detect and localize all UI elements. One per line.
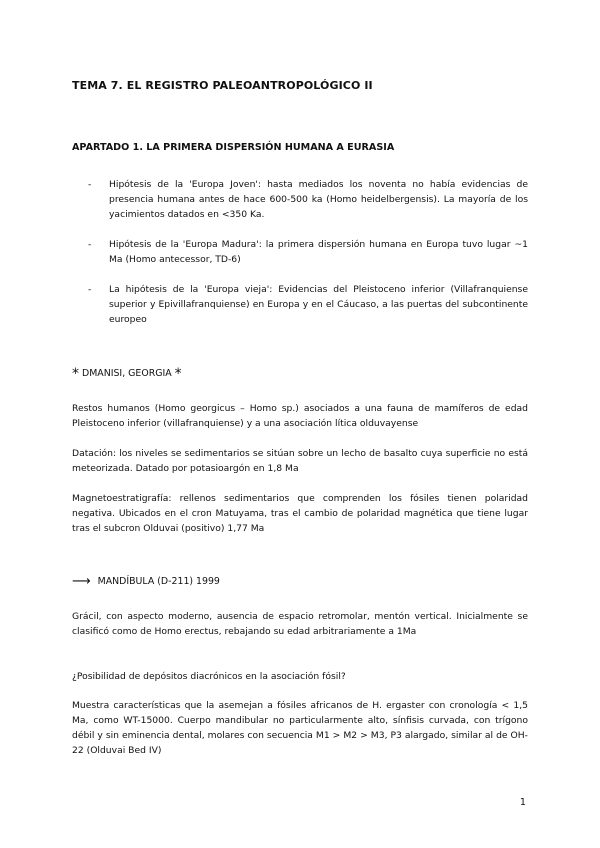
dmanisi-paragraph-dating: Datación: los niveles se sedimentarios se sitúan sobre un lecho de basalto cuya superficie no está meteorizada. Datado por potasioargón en 1,8 Ma (72, 448, 528, 474)
star-icon: * (72, 366, 79, 382)
dmanisi-paragraph-remains: Restos humanos (Homo georgicus – Homo sp.) asociados a una fauna de mamíferos de edad Pleistoceno inferior (villafranquiense) y a una asociación lítica olduvayense (72, 403, 528, 429)
list-item (88, 177, 528, 222)
section-heading: APARTADO 1. LA PRIMERA DISPERSIÓN HUMANA A EURASIA (72, 142, 395, 153)
mandibula-heading (72, 574, 220, 589)
mandibula-paragraph-description: Grácil, con aspecto moderno, ausencia de espacio retromolar, mentón vertical. Inicialmente se clasificó como de Homo erectus, rebajando su edad arbitrariamente a 1Ma (72, 611, 528, 637)
bullet-dash: - (88, 239, 92, 250)
list-item (88, 282, 528, 327)
star-icon: * (174, 366, 182, 382)
dmanisi-heading (72, 366, 182, 382)
mandibula-heading-text: MANDÍBULA (D-211) 1999 (97, 576, 220, 587)
hypotheses-list (88, 177, 528, 342)
bullet-text: Hipótesis de la 'Europa Joven': hasta mediados los noventa no había evidencias de presencia humana antes de hace 600-500 ka (Homo heidelbergensis). La mayoría de los yacimientos datados en <350 Ka. (109, 179, 528, 220)
bullet-dash: - (88, 284, 92, 295)
mandibula-paragraph-characteristics: Muestra características que la asemejan a fósiles africanos de H. ergaster con cronología < 1,5 Ma, como WT-15000. Cuerpo mandibular no particularmente alto, sínfisis curvada, con trígono débil y sin eminencia dental, molares con secuencia M1 > M2 > M3, P3 alargado, similar al de OH-22 (Olduvai Bed IV) (72, 700, 528, 756)
arrow-right-icon: ⟶ (72, 574, 91, 589)
bullet-text: Hipótesis de la 'Europa Madura': la primera dispersión humana en Europa tuvo lugar ~1 Ma (Homo antecessor, TD-6) (109, 239, 528, 265)
bullet-dash: - (88, 179, 92, 190)
page-number: 1 (519, 797, 526, 808)
bullet-text: La hipótesis de la 'Europa vieja': Evidencias del Pleistoceno inferior (Villafranquiense superior y Epivillafranquiense) en Europa y en el Cáucaso, a las puertas del subcontinente europeo (109, 284, 528, 325)
mandibula-paragraph-question: ¿Posibilidad de depósitos diacrónicos en la asociación fósil? (72, 671, 346, 682)
dmanisi-heading-text: DMANISI, GEORGIA (81, 368, 172, 379)
list-item (88, 237, 528, 267)
dmanisi-paragraph-magnetostratigraphy: Magnetoestratigrafía: rellenos sedimentarios que comprenden los fósiles tienen polaridad negativa. Ubicados en el cron Matuyama, tras el cambio de polaridad magnética que tiene lugar tras el subcron Olduvai (positivo) 1,77 Ma (72, 493, 528, 534)
document-title: TEMA 7. EL REGISTRO PALEOANTROPOLÓGICO II (72, 79, 373, 92)
